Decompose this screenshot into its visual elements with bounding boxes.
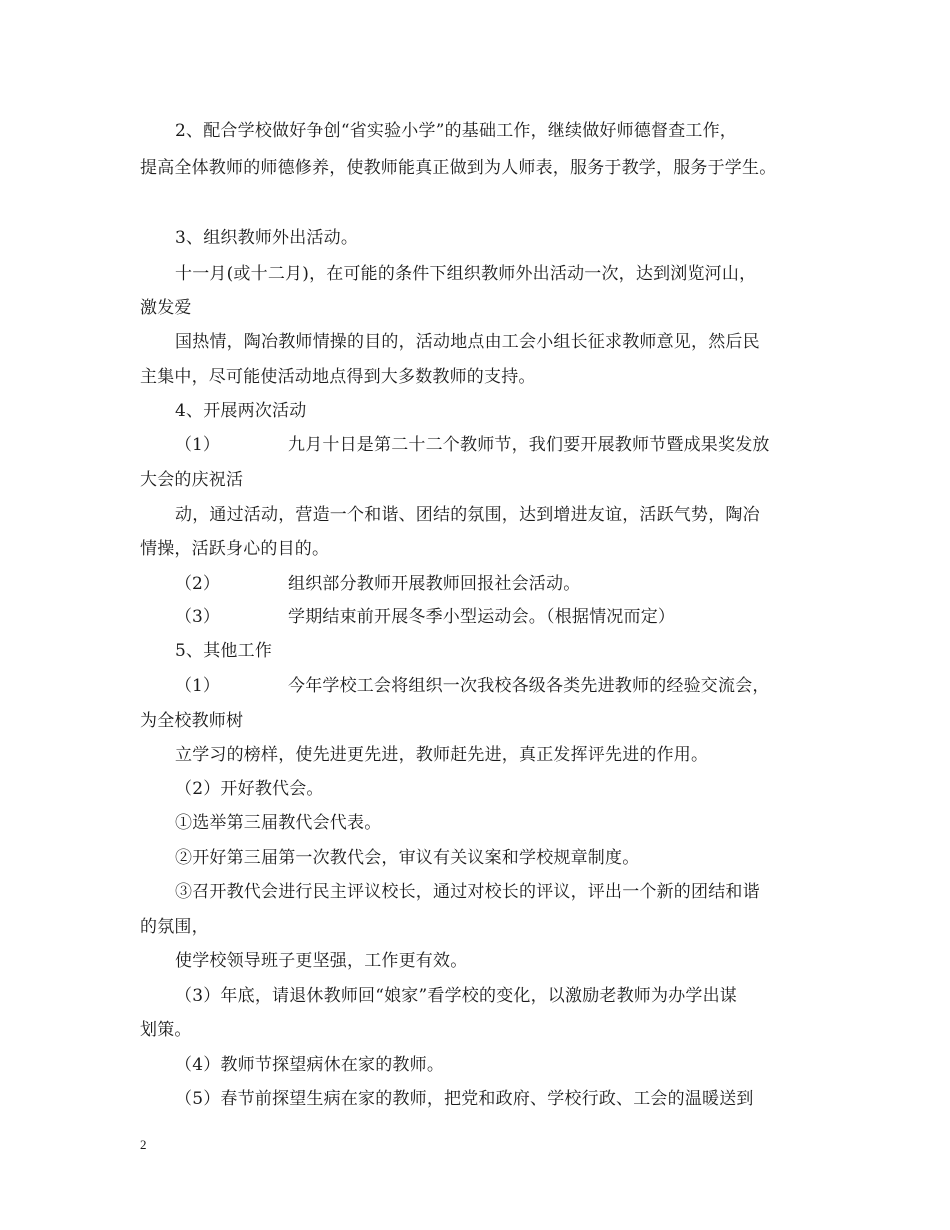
- paragraph-line: 国热情，陶冶教师情操的目的，活动地点由工会小组长征求教师意见，然后民: [175, 332, 760, 352]
- paragraph-line: 主集中，尽可能使活动地点得到大多数教师的支持。: [140, 367, 536, 387]
- paragraph-line: 为全校教师树: [140, 711, 244, 731]
- paragraph-line: 情操，活跃身心的目的。: [140, 539, 330, 559]
- list-item-text: ③召开教代会进行民主评议校长，通过对校长的评议，评出一个新的团结和谐: [175, 882, 760, 902]
- list-item-text: （2）开好教代会。: [175, 779, 324, 799]
- list-item-text: ②开好第三届第一次教代会，审议有关议案和学校规章制度。: [175, 848, 640, 868]
- list-number: （2）: [175, 574, 220, 594]
- list-item-text: （4）教师节探望病休在家的教师。: [175, 1055, 445, 1075]
- paragraph-line: 立学习的榜样，使先进更先进，教师赶先进，真正发挥评先进的作用。: [175, 745, 709, 765]
- paragraph-line: 提高全体教师的师德修养，使教师能真正做到为人师表，服务于教学，服务于学生。: [140, 158, 777, 178]
- list-number: （1）: [175, 435, 220, 455]
- section-heading: 4、开展两次活动: [175, 401, 307, 421]
- list-item-text: 今年学校工会将组织一次我校各级各类先进教师的经验交流会，: [288, 676, 770, 696]
- paragraph-line: 使学校领导班子更坚强，工作更有效。: [175, 951, 468, 971]
- list-item-text: （3）年底，请退休教师回“娘家”看学校的变化，以激励老教师为办学出谋: [175, 986, 737, 1006]
- list-item-text: （5）春节前探望生病在家的教师，把党和政府、学校行政、工会的温暖送到: [175, 1089, 754, 1109]
- list-item-text: 学期结束前开展冬季小型运动会。（根据情况而定）: [288, 607, 676, 627]
- page-number: 2: [140, 1137, 147, 1152]
- paragraph-line: 划策。: [140, 1020, 192, 1040]
- paragraph-line: 2、配合学校做好争创“省实验小学”的基础工作，继续做好师德督查工作，: [175, 121, 737, 141]
- list-number: （3）: [175, 607, 220, 627]
- list-item-text: ①选举第三届教代会代表。: [175, 813, 382, 833]
- paragraph-line: 的氛围，: [140, 917, 209, 937]
- section-heading: 3、组织教师外出活动。: [175, 228, 359, 248]
- paragraph-line: 大会的庆祝活: [140, 470, 244, 490]
- paragraph-line: 动，通过活动，营造一个和谐、团结的氛围，达到增进友谊，活跃气势，陶冶: [175, 505, 760, 525]
- list-item-text: 九月十日是第二十二个教师节，我们要开展教师节暨成果奖发放: [288, 435, 770, 455]
- paragraph-line: 激发爱: [140, 298, 192, 318]
- list-number: （1）: [175, 676, 220, 696]
- paragraph-line: 十一月(或十二月)，在可能的条件下组织教师外出活动一次，达到浏览河山，: [175, 264, 757, 284]
- list-item-text: 组织部分教师开展教师回报社会活动。: [288, 574, 581, 594]
- section-heading: 5、其他工作: [175, 641, 273, 661]
